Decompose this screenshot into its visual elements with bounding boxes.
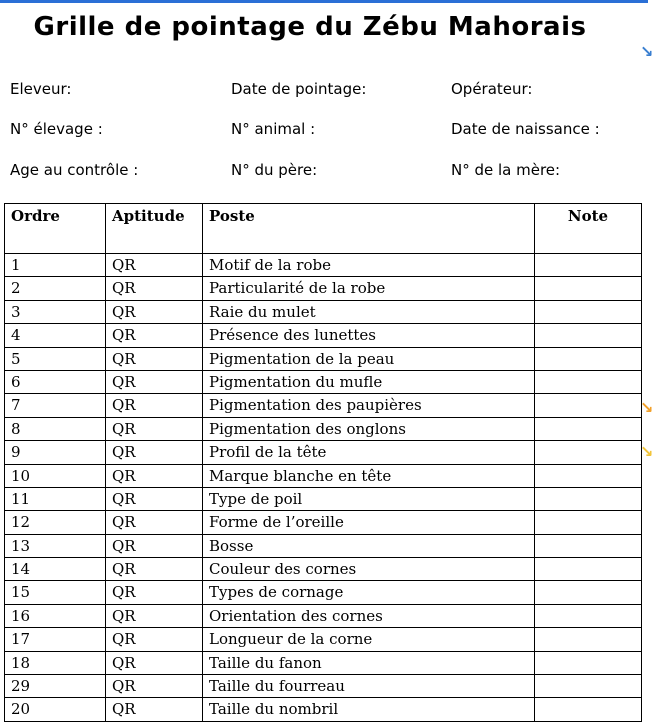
table-row — [5, 324, 642, 347]
cell-poste: Taille du nombril — [203, 698, 535, 721]
cell-note[interactable] — [535, 628, 642, 651]
table-row — [5, 558, 642, 581]
cell-ordre: 16 — [5, 604, 106, 627]
cell-aptitude: QR — [106, 604, 203, 627]
header-poste: Poste — [203, 204, 535, 254]
table-row — [5, 675, 642, 698]
cell-aptitude: QR — [106, 277, 203, 300]
cell-note[interactable] — [535, 277, 642, 300]
cell-ordre: 11 — [5, 487, 106, 510]
cell-aptitude: QR — [106, 487, 203, 510]
cell-poste: Orientation des cornes — [203, 604, 535, 627]
table-row — [5, 604, 642, 627]
table-row — [5, 487, 642, 510]
cell-poste: Marque blanche en tête — [203, 464, 535, 487]
table-row — [5, 417, 642, 440]
cell-poste: Particularité de la robe — [203, 277, 535, 300]
header-aptitude: Aptitude — [106, 204, 203, 254]
cell-aptitude: QR — [106, 370, 203, 393]
table-header-row — [5, 204, 642, 254]
cell-note[interactable] — [535, 324, 642, 347]
header-note: Note — [535, 204, 642, 254]
cell-ordre: 2 — [5, 277, 106, 300]
cell-note[interactable] — [535, 511, 642, 534]
cell-note[interactable] — [535, 534, 642, 557]
cell-note[interactable] — [535, 675, 642, 698]
table-row — [5, 581, 642, 604]
table-row — [5, 464, 642, 487]
cell-aptitude: QR — [106, 464, 203, 487]
cell-poste: Raie du mulet — [203, 300, 535, 323]
cell-poste: Pigmentation des onglons — [203, 417, 535, 440]
cell-poste: Pigmentation de la peau — [203, 347, 535, 370]
cell-poste: Motif de la robe — [203, 254, 535, 277]
table-row — [5, 534, 642, 557]
cell-ordre: 20 — [5, 698, 106, 721]
cell-note[interactable] — [535, 487, 642, 510]
cell-ordre: 9 — [5, 441, 106, 464]
cell-aptitude: QR — [106, 675, 203, 698]
cell-aptitude: QR — [106, 581, 203, 604]
cell-poste: Type de poil — [203, 487, 535, 510]
cell-poste: Taille du fanon — [203, 651, 535, 674]
field-date-pointage: Date de pointage: — [231, 80, 367, 98]
header-ordre: Ordre — [5, 204, 106, 254]
cell-aptitude: QR — [106, 511, 203, 534]
cell-ordre: 1 — [5, 254, 106, 277]
cell-note[interactable] — [535, 558, 642, 581]
cell-ordre: 29 — [5, 675, 106, 698]
field-operateur: Opérateur: — [451, 80, 533, 98]
cell-note[interactable] — [535, 464, 642, 487]
field-no-elevage: N° élevage : — [10, 120, 103, 138]
cell-poste: Longueur de la corne — [203, 628, 535, 651]
cell-aptitude: QR — [106, 347, 203, 370]
page-title: Grille de pointage du Zébu Mahorais — [33, 12, 587, 42]
cell-aptitude: QR — [106, 254, 203, 277]
cell-note[interactable] — [535, 300, 642, 323]
cell-ordre: 6 — [5, 370, 106, 393]
cell-poste: Couleur des cornes — [203, 558, 535, 581]
table-row — [5, 370, 642, 393]
cell-note[interactable] — [535, 394, 642, 417]
cell-poste: Pigmentation des paupières — [203, 394, 535, 417]
blue-arrow-fragment-icon: ↘ — [640, 42, 653, 61]
cell-note[interactable] — [535, 604, 642, 627]
cell-ordre: 4 — [5, 324, 106, 347]
cell-aptitude: QR — [106, 628, 203, 651]
cell-aptitude: QR — [106, 300, 203, 323]
cell-aptitude: QR — [106, 417, 203, 440]
table-row — [5, 441, 642, 464]
cell-aptitude: QR — [106, 394, 203, 417]
cell-poste: Profil de la tête — [203, 441, 535, 464]
cell-poste: Bosse — [203, 534, 535, 557]
table-row — [5, 651, 642, 674]
field-no-pere: N° du père: — [231, 161, 318, 179]
table-row — [5, 277, 642, 300]
table-row — [5, 254, 642, 277]
top-rule — [0, 0, 648, 3]
cell-poste: Taille du fourreau — [203, 675, 535, 698]
cell-ordre: 12 — [5, 511, 106, 534]
cell-note[interactable] — [535, 417, 642, 440]
table-row — [5, 347, 642, 370]
field-no-mere: N° de la mère: — [451, 161, 561, 179]
field-age-controle: Age au contrôle : — [10, 161, 139, 179]
cell-poste: Pigmentation du mufle — [203, 370, 535, 393]
cell-aptitude: QR — [106, 651, 203, 674]
field-no-animal: N° animal : — [231, 120, 316, 138]
cell-note[interactable] — [535, 651, 642, 674]
field-eleveur: Eleveur: — [10, 80, 72, 98]
orange-arrow-fragment-icon: ↘ — [640, 398, 653, 417]
cell-ordre: 13 — [5, 534, 106, 557]
table-row — [5, 300, 642, 323]
cell-ordre: 14 — [5, 558, 106, 581]
cell-ordre: 8 — [5, 417, 106, 440]
cell-poste: Présence des lunettes — [203, 324, 535, 347]
cell-aptitude: QR — [106, 324, 203, 347]
cell-ordre: 5 — [5, 347, 106, 370]
table-row — [5, 511, 642, 534]
cell-note[interactable] — [535, 370, 642, 393]
field-date-naissance: Date de naissance : — [451, 120, 600, 138]
cell-ordre: 3 — [5, 300, 106, 323]
cell-poste: Types de cornage — [203, 581, 535, 604]
table-row — [5, 698, 642, 721]
cell-note[interactable] — [535, 581, 642, 604]
scoring-table — [4, 203, 642, 722]
cell-ordre: 18 — [5, 651, 106, 674]
cell-note[interactable] — [535, 254, 642, 277]
cell-ordre: 10 — [5, 464, 106, 487]
cell-ordre: 7 — [5, 394, 106, 417]
table-row — [5, 394, 642, 417]
cell-poste: Forme de l’oreille — [203, 511, 535, 534]
cell-ordre: 15 — [5, 581, 106, 604]
cell-aptitude: QR — [106, 441, 203, 464]
cell-aptitude: QR — [106, 534, 203, 557]
yellow-arrow-fragment-icon: ↘ — [640, 442, 653, 461]
cell-aptitude: QR — [106, 698, 203, 721]
cell-note[interactable] — [535, 441, 642, 464]
cell-ordre: 17 — [5, 628, 106, 651]
cell-aptitude: QR — [106, 558, 203, 581]
cell-note[interactable] — [535, 347, 642, 370]
table-row — [5, 628, 642, 651]
cell-note[interactable] — [535, 698, 642, 721]
